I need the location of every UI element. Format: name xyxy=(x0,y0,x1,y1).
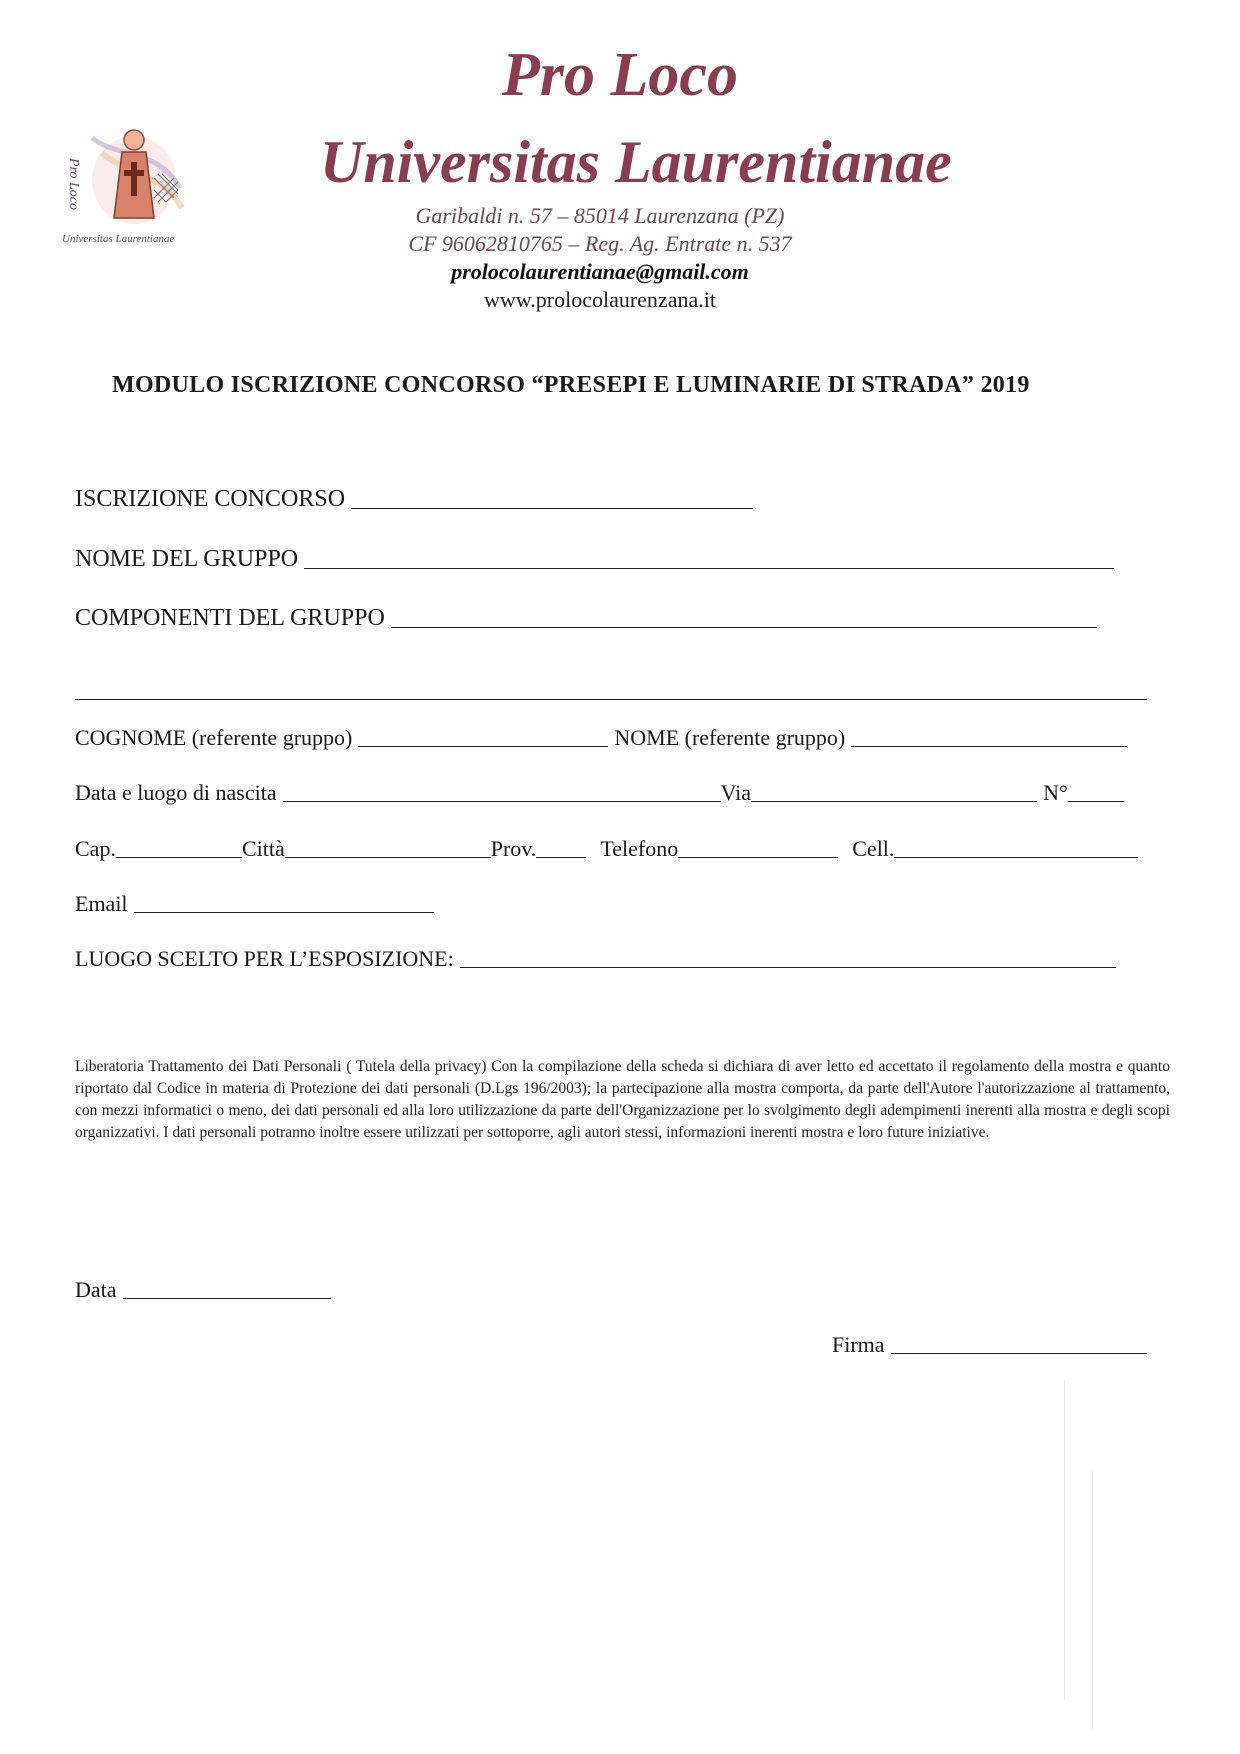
row-nascita xyxy=(75,780,1124,806)
firma-field[interactable] xyxy=(891,1352,1147,1354)
prov-field[interactable] xyxy=(536,856,586,858)
privacy-disclaimer: Liberatoria Trattamento dei Dati Personali ( Tutela della privacy) Con la compilazione della scheda si dichiara di aver letto ed accettato il regolamento della mostra e quanto riportato dal Codice in materia di Protezione dei dati personali (D.Lgs 196/2003); la partecipazione alla mostra comporta, da parte dell'Autore l'autorizzazione al trattamento, con mezzi informatici o meno, dei dati personali ed alla loro utilizzazione da parte dell'Organizzazione per lo svolgimento degli adempimenti inerenti alla mostra e degli scopi organizzativi. I dati personali potranno inoltre essere utilizzati per sottoporre, agli autori stessi, informazioni inerenti mostra e loro future iniziative. xyxy=(75,1058,1170,1141)
cap-label: Cap. xyxy=(75,836,116,861)
pro-loco-logo-icon xyxy=(62,118,202,248)
via-label: Via xyxy=(720,780,752,805)
header-title-pro-loco: Pro Loco xyxy=(502,41,738,109)
header-address: Garibaldi n. 57 – 85014 Laurenzana (PZ) xyxy=(415,203,785,228)
row-firma xyxy=(832,1332,1147,1358)
nome-field[interactable] xyxy=(851,745,1127,747)
cognome-label: COGNOME (referente gruppo) xyxy=(75,725,353,750)
scan-artifact xyxy=(1092,1470,1093,1730)
data-luogo-label: Data e luogo di nascita xyxy=(75,780,277,805)
iscrizione-field[interactable] xyxy=(351,507,753,509)
firma-label: Firma xyxy=(832,1332,885,1357)
form-title: MODULO ISCRIZIONE CONCORSO “PRESEPI E LUMINARIE DI STRADA” 2019 xyxy=(112,372,1030,398)
data-luogo-field[interactable] xyxy=(283,800,721,802)
row-componenti xyxy=(75,605,1097,632)
svg-text:Pro Loco: Pro Loco xyxy=(66,158,81,210)
row-iscrizione xyxy=(75,486,753,513)
header-title-universitas: Universitas Laurentianae xyxy=(320,129,952,195)
cognome-field[interactable] xyxy=(358,745,608,747)
row-referente xyxy=(75,725,1127,751)
row-nome-gruppo xyxy=(75,546,1114,573)
telefono-label: Telefono xyxy=(600,836,679,861)
iscrizione-label: ISCRIZIONE CONCORSO xyxy=(75,486,346,512)
cell-field[interactable] xyxy=(894,856,1138,858)
row-data xyxy=(75,1277,331,1303)
luogo-field[interactable] xyxy=(460,966,1116,968)
data-field[interactable] xyxy=(123,1297,331,1299)
citta-label: Città xyxy=(241,836,285,861)
componenti-field-line-2[interactable] xyxy=(75,698,1147,700)
header-email: prolocolaurentianae@gmail.com xyxy=(451,259,749,284)
componenti-label: COMPONENTI DEL GRUPPO xyxy=(75,605,385,631)
scan-artifact xyxy=(1064,1380,1065,1700)
numero-label: N° xyxy=(1043,780,1068,805)
citta-field[interactable] xyxy=(285,856,491,858)
row-indirizzo xyxy=(75,836,1138,862)
prov-label: Prov. xyxy=(490,836,537,861)
logo-caption: Universitas Laurentianae xyxy=(62,233,175,245)
header-fiscal-code: CF 96062810765 – Reg. Ag. Entrate n. 537 xyxy=(408,231,792,256)
email-label: Email xyxy=(75,891,128,916)
numero-field[interactable] xyxy=(1068,800,1124,802)
nome-gruppo-label: NOME DEL GRUPPO xyxy=(75,546,299,572)
row-luogo xyxy=(75,946,1116,972)
nome-gruppo-field[interactable] xyxy=(304,567,1114,569)
nome-label: NOME (referente gruppo) xyxy=(614,725,846,750)
cap-field[interactable] xyxy=(116,856,242,858)
email-field[interactable] xyxy=(134,911,434,913)
row-email xyxy=(75,891,434,917)
componenti-field[interactable] xyxy=(391,626,1097,628)
telefono-field[interactable] xyxy=(678,856,838,858)
luogo-label: LUOGO SCELTO PER L’ESPOSIZIONE: xyxy=(75,946,454,971)
via-field[interactable] xyxy=(751,800,1037,802)
data-label: Data xyxy=(75,1277,117,1302)
cell-label: Cell. xyxy=(852,836,895,861)
header-website: www.prolocolaurenzana.it xyxy=(484,287,716,312)
